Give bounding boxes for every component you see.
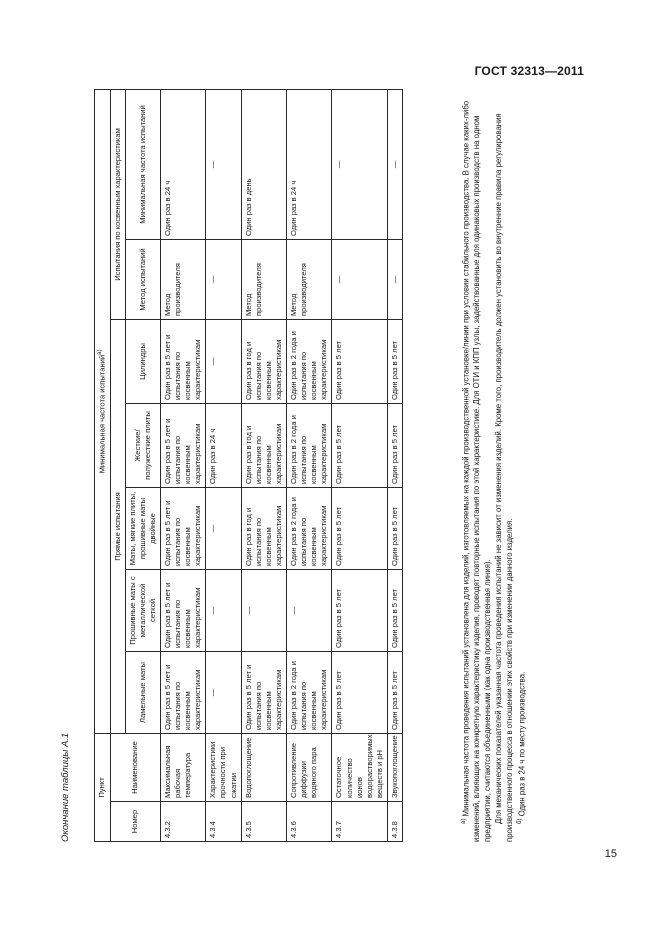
cell-number: 4.3.2 (161, 802, 206, 842)
cell-cylinders: Один раз в год и испытания по косвенным характеристикам (241, 320, 286, 404)
cell-number: 4.3.4 (206, 802, 241, 842)
cell-lamellar: Один раз в 5 лет (387, 652, 402, 734)
requirements-table (94, 89, 403, 842)
cell-stitched: Один раз в 5 лет (332, 570, 387, 652)
cell-lamellar: — (206, 652, 241, 734)
cell-freq: — (387, 89, 402, 239)
cell-rigid: Один раз в 24 ч (206, 404, 241, 488)
col-header-name: Наименование (110, 734, 160, 802)
col-header-min-frequency (95, 89, 111, 733)
cell-soft: — (206, 488, 241, 570)
cell-rigid: Один раз в 5 лет (332, 404, 387, 488)
cell-stitched: — (287, 570, 332, 652)
header-row-1 (95, 89, 111, 841)
cell-soft: Один раз в 5 лет (387, 488, 402, 570)
cell-stitched: Один раз в 5 лет (387, 570, 402, 652)
col-header-test-method: Метод испытаний (125, 240, 160, 320)
cell-name: Сопротивление диффузии водяного пара (287, 734, 332, 802)
col-header-indirect-min-freq: Минимальная частота испытаний (125, 89, 160, 239)
rotated-table-block (60, 90, 550, 842)
footnote-a-continuation: Для механических показателей указанная частота проведения испытаний не зависит от изменения изделий. Кроме того, производитель должен установить во внутренние правила регулирования производственного процесса в отношении этих свойств при изменении данного изделия. (494, 113, 514, 842)
footnote-a-mark: а) (461, 818, 467, 824)
cell-soft: Один раз в 5 лет и испытания по косвенным характеристикам (161, 488, 206, 570)
cell-freq: — (206, 89, 241, 239)
table-row (161, 89, 206, 841)
cell-rigid: Один раз в 5 лет (387, 404, 402, 488)
footnote-b-text: Один раз в 24 ч по месту производства. (517, 671, 527, 817)
cell-lamellar: Один раз в 5 лет и испытания по косвенным характеристикам (161, 652, 206, 734)
cell-cylinders: — (206, 320, 241, 404)
col-header-number: Номер (110, 802, 160, 842)
footnotes (460, 90, 529, 842)
cell-number: 4.3.7 (332, 802, 387, 842)
cell-stitched: — (206, 570, 241, 652)
cell-freq: Один раз в день (241, 89, 286, 239)
cell-stitched: — (241, 570, 286, 652)
cell-cylinders: Один раз в 5 лет и испытания по косвенным характеристикам (161, 320, 206, 404)
cell-rigid: Один раз в 2 года и испытания по косвенным характеристикам (287, 404, 332, 488)
col-header-min-frequency-text: Минимальная частота испытаний (97, 354, 107, 474)
cell-method: — (206, 240, 241, 320)
cell-method: — (332, 240, 387, 320)
table-caption: Окончание таблицы А.1 (60, 732, 71, 842)
col-header-cylinders: Цилиндры (125, 320, 160, 404)
table-row (241, 89, 286, 841)
cell-number: 4.3.8 (387, 802, 402, 842)
cell-lamellar: Один раз в 5 лет (332, 652, 387, 734)
cell-rigid: Один раз в 5 лет и испытания по косвенным характеристикам (161, 404, 206, 488)
cell-lamellar: Один раз в 2 года и испытания по косвенным характеристикам (287, 652, 332, 734)
col-header-item: Пункт (95, 734, 111, 842)
footnote-ref-a: а) (97, 349, 103, 355)
cell-rigid: Один раз в год и испытания по косвенным характеристикам (241, 404, 286, 488)
cell-name: Звукопоглощение (387, 734, 402, 802)
cell-soft: Один раз в год и испытания по косвенным характеристикам (241, 488, 286, 570)
footnote-a (460, 90, 493, 842)
footnote-b-mark: б) (517, 818, 524, 824)
cell-name: Остаточное количество ионов водорастворимых веществ и pH (332, 734, 387, 802)
cell-freq: — (332, 89, 387, 239)
col-header-direct-tests: Прямые испытания (110, 320, 125, 734)
cell-soft: Один раз в 5 лет (332, 488, 387, 570)
header-row-3 (125, 89, 160, 841)
cell-soft: Один раз в 2 года и испытания по косвенным характеристикам (287, 488, 332, 570)
cell-lamellar: Один раз в 5 лет и испытания по косвенным характеристикам (241, 652, 286, 734)
table-row (387, 89, 402, 841)
footnote-a-text: Минимальная частота проведения испытаний установлена для изделий, изготовляемых на каждой производственной установке/линии при условии стабильного производства. В случае каких-либо изменений, влияющих на конкретную характеристику изделия, проводят повторные испытания по этой характеристике. Для ОТИ и КПП узлы, задействованные для одинаковых производств на одном предприятии, считаются объединенными (как одна производственная линия). (461, 100, 492, 842)
col-header-lamellar-mats: Ламельные маты (125, 652, 160, 734)
col-header-rigid-slabs: Жесткие/ полужесткие плиты (125, 404, 160, 488)
table-row (206, 89, 241, 841)
col-header-soft-slabs: Маты, мягкие плиты, прошивные маты двойные (125, 488, 160, 570)
cell-number: 4.3.5 (241, 802, 286, 842)
cell-stitched: Один раз в 5 лет и испытания по косвенным характеристикам (161, 570, 206, 652)
cell-freq: Один раз в 24 ч (287, 89, 332, 239)
table-row (332, 89, 387, 841)
cell-name: Максимальная рабочая температура (161, 734, 206, 802)
cell-cylinders: Один раз в 5 лет (387, 320, 402, 404)
cell-method: Метод производителя (241, 240, 286, 320)
col-header-indirect-tests: Испытания по косвенным характеристикам (110, 89, 125, 319)
cell-method: — (387, 240, 402, 320)
document-code: ГОСТ 32313—2011 (474, 64, 584, 78)
cell-method: Метод производителя (161, 240, 206, 320)
col-header-stitched-mats: Прошивные маты с металлической сеткой (125, 570, 160, 652)
page-number: 15 (604, 848, 617, 860)
footnote-b (516, 90, 528, 842)
cell-method: Метод производителя (287, 240, 332, 320)
cell-name: Характеристики прочности при сжатии (206, 734, 241, 802)
cell-name: Водопоглощение (241, 734, 286, 802)
header-row-2 (110, 89, 125, 841)
cell-number: 4.3.6 (287, 802, 332, 842)
cell-freq: Один раз в 24 ч (161, 89, 206, 239)
cell-cylinders: Один раз в 2 года и испытания по косвенным характеристикам (287, 320, 332, 404)
cell-cylinders: Один раз в 5 лет (332, 320, 387, 404)
table-row (287, 89, 332, 841)
